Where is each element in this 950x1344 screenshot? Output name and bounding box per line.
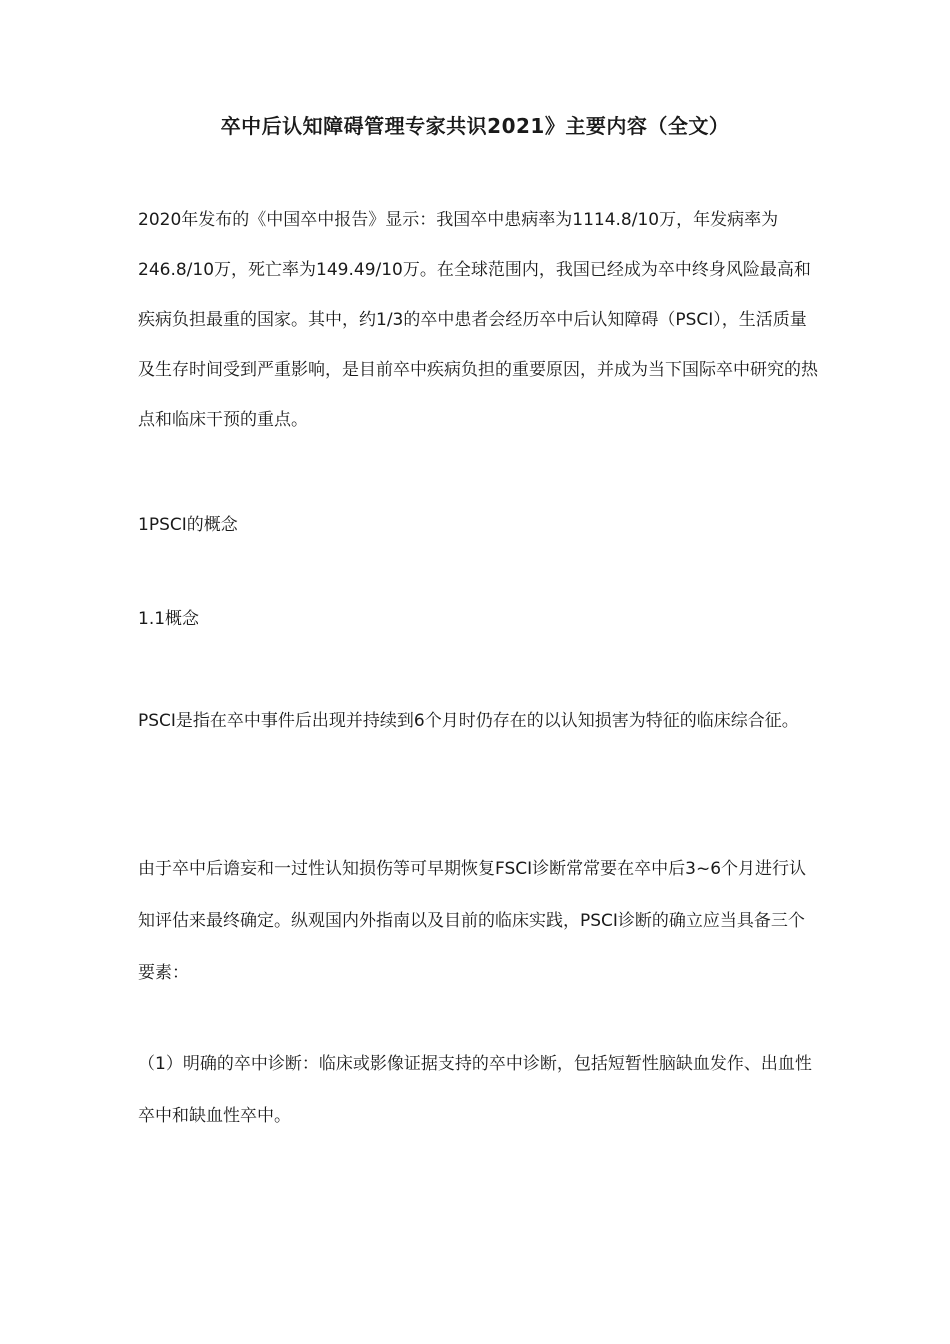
subsection-heading <box>138 594 818 644</box>
intro-paragraph <box>138 195 818 445</box>
definition-paragraph <box>138 696 818 746</box>
document-title: 卒中后认知障碍管理专家共识2021》主要内容（全文） <box>220 114 730 138</box>
diagnosis-paragraph <box>138 843 818 999</box>
intro-text: 2020年发布的《中国卒中报告》显示：我国卒中患病率为1114.8/10万，年发病率为246.8/10万，死亡率为149.49/10万。在全球范围内，我国已经成为卒中终身风险最高和疾病负担最重的国家。其中，约1/3的卒中患者会经历卒中后认知障碍（PSCI），生活质量及生存时间受到严重影响，是目前卒中疾病负担的重要原因，并成为当下国际卒中研究的热点和临床干预的重点。 <box>138 210 818 430</box>
section-heading <box>138 500 818 550</box>
section-heading-text: 1PSCI的概念 <box>138 515 238 535</box>
definition-text: PSCI是指在卒中事件后出现并持续到6个月时仍存在的以认知损害为特征的临床综合征。 <box>138 711 799 731</box>
element-1-text: （1）明确的卒中诊断：临床或影像证据支持的卒中诊断，包括短暂性脑缺血发作、出血性卒中和缺血性卒中。 <box>138 1054 812 1126</box>
subsection-heading-text: 1.1概念 <box>138 609 200 629</box>
element-1-paragraph <box>138 1038 818 1142</box>
diagnosis-text: 由于卒中后谵妄和一过性认知损伤等可早期恢复FSCI诊断常常要在卒中后3~6个月进行认知评估来最终确定。纵观国内外指南以及目前的临床实践，PSCI诊断的确立应当具备三个要素： <box>138 859 807 983</box>
